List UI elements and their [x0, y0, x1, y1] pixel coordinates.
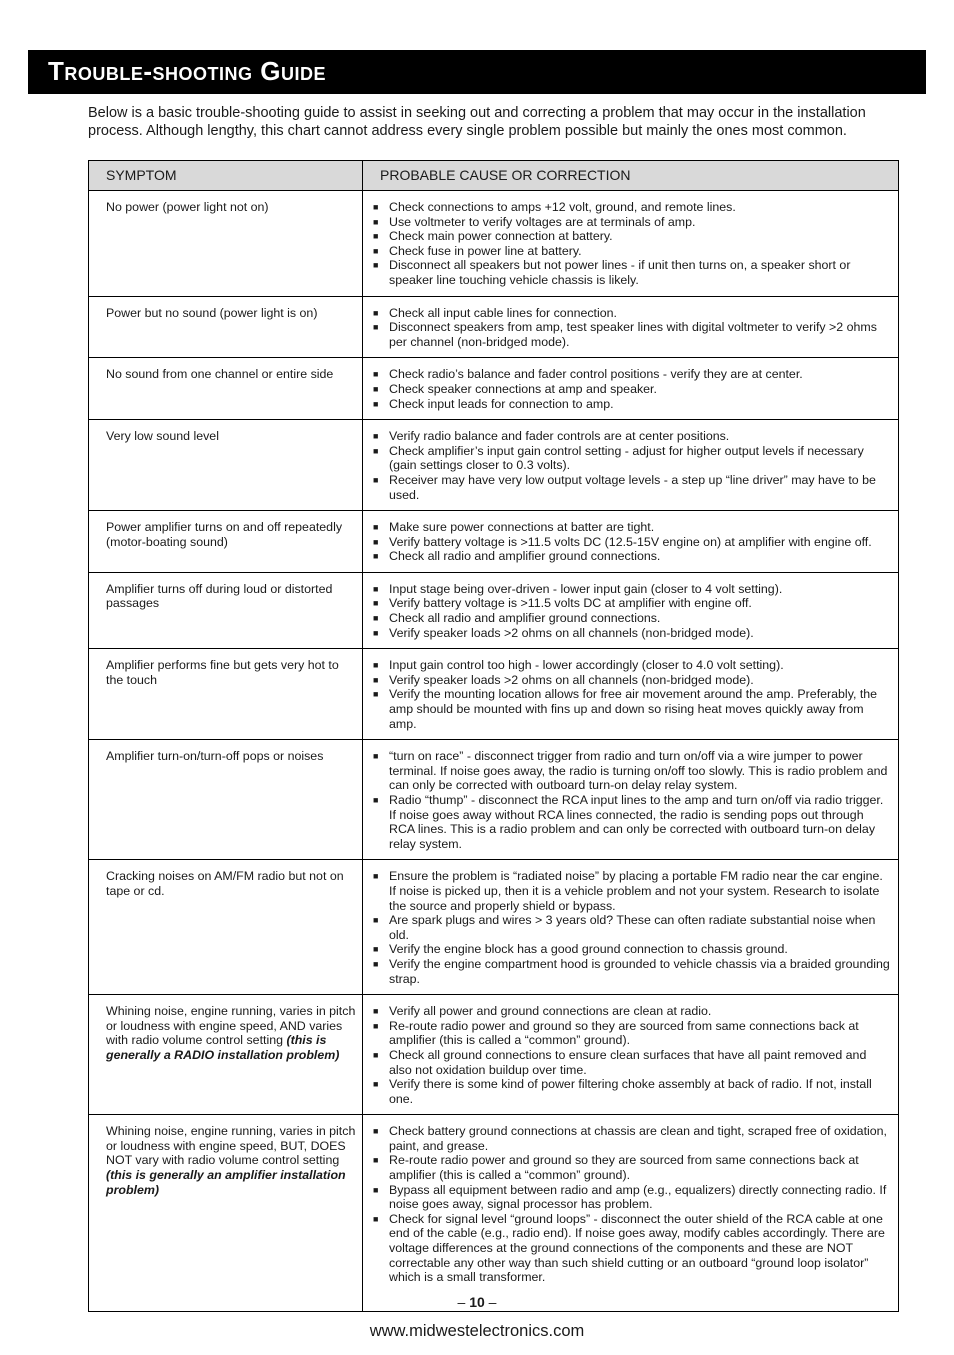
symptom-cell — [89, 649, 363, 740]
cause-item: ■ Ensure the problem is “radiated noise” by placing a portable FM radio near the car engine. If noise is picked up, then it is a vehicle problem and not your system. Research to isolate the source and properly shield or bypass. — [373, 869, 892, 913]
symptom-text: Amplifier turns off during loud or distorted passages — [106, 581, 333, 611]
cause-cell — [363, 191, 899, 297]
cause-list — [373, 582, 892, 640]
cause-item: ■ Check all ground connections to ensure clean surfaces that have all paint removed and also not oxidation buildup over time. — [373, 1048, 892, 1077]
cause-item: ■ “turn on race” - disconnect trigger from radio and turn on/off via a wire jumper to power terminal. If noise goes away, the radio is turning on/off too slowly. This is radio problem and can only be corrected with outboard turn-on delay relay system. — [373, 749, 892, 793]
cause-list — [373, 429, 892, 502]
symptom-text: No sound from one channel or entire side — [106, 367, 334, 382]
header-symptom: SYMPTOM — [89, 161, 363, 191]
cause-item: ■ Check radio’s balance and fader control positions - verify they are at center. — [373, 367, 892, 382]
symptom-cell — [89, 511, 363, 573]
cause-item: ■ Input gain control too high - lower accordingly (closer to 4.0 volt setting). — [373, 658, 892, 673]
cause-item: ■ Check input leads for connection to amp. — [373, 397, 892, 412]
table-row — [89, 572, 899, 648]
cause-item: ■ Radio “thump” - disconnect the RCA input lines to the amp and turn on/off via radio trigger. If noise goes away without RCA lines connected, the radio is sending pops out through RCA lines. This is a radio problem and can only be corrected with outboard turn-on delay relay system. — [373, 793, 892, 851]
cause-item: ■ Use voltmeter to verify voltages are at terminals of amp. — [373, 215, 892, 230]
cause-item: ■ Re-route radio power and ground so they are sourced from same connections back at amplifier (this is called a “common” ground). — [373, 1019, 892, 1048]
table-row — [89, 649, 899, 740]
symptom-cell — [89, 191, 363, 297]
page-number — [0, 1294, 954, 1310]
cause-item: ■ Check all radio and amplifier ground connections. — [373, 611, 892, 626]
symptom-emphasis: (this is generally a RADIO installation problem) — [106, 1033, 340, 1062]
cause-item: ■ Check connections to amps +12 volt, ground, and remote lines. — [373, 200, 892, 215]
table-body — [89, 191, 899, 1312]
cause-item: ■ Receiver may have very low output voltage levels - a step up “line driver” may have to be used. — [373, 473, 892, 502]
symptom-cell — [89, 572, 363, 648]
page-suffix: – — [484, 1294, 497, 1310]
cause-cell — [363, 860, 899, 995]
cause-item: ■ Disconnect speakers from amp, test speaker lines with digital voltmeter to verify >2 ohms per channel (non-bridged mode). — [373, 320, 892, 349]
cause-item: ■ Check all radio and amplifier ground connections. — [373, 549, 892, 564]
symptom-cell — [89, 420, 363, 511]
symptom-text: Power but no sound (power light is on) — [106, 305, 318, 320]
symptom-text: Very low sound level — [106, 429, 219, 444]
cause-cell — [363, 511, 899, 573]
table-row — [89, 740, 899, 860]
symptom-cell — [89, 860, 363, 995]
cause-item: ■ Verify radio balance and fader controls are at center positions. — [373, 429, 892, 444]
symptom-text: Amplifier turn-on/turn-off pops or noises — [106, 749, 324, 764]
cause-item: ■ Verify there is some kind of power filtering choke assembly at back of radio. If not, install one. — [373, 1077, 892, 1106]
cause-item: ■ Verify speaker loads >2 ohms on all channels (non-bridged mode). — [373, 626, 892, 641]
intro-paragraph: Below is a basic trouble-shooting guide to assist in seeking out and correcting a problem that may occur in the installation process. Although lengthy, this chart cannot address every single problem possible but mainly the ones most common. — [88, 105, 866, 139]
cause-item: ■ Re-route radio power and ground so they are sourced from same connections back at amplifier (this is called a “common” ground). — [373, 1153, 892, 1182]
cause-item: ■ Check speaker connections at amp and speaker. — [373, 382, 892, 397]
cause-cell — [363, 296, 899, 358]
cause-item: ■ Verify battery voltage is >11.5 volts DC at amplifier with engine off. — [373, 596, 892, 611]
cause-list — [373, 749, 892, 851]
cause-item: ■ Verify the engine compartment hood is grounded to vehicle chassis via a braided grounding strap. — [373, 957, 892, 986]
page-prefix: – — [457, 1294, 470, 1310]
cause-item: ■ Check fuse in power line at battery. — [373, 244, 892, 259]
symptom-text: Whining noise, engine running, varies in pitch or loudness with engine speed, AND varies with radio volume control setting — [106, 1004, 356, 1048]
table-row — [89, 511, 899, 573]
cause-item: ■ Verify battery voltage is >11.5 volts DC (12.5-15V engine on) at amplifier with engine off. — [373, 535, 892, 550]
cause-cell — [363, 420, 899, 511]
symptom-cell — [89, 1115, 363, 1312]
cause-item: ■ Check main power connection at battery. — [373, 229, 892, 244]
page-title: Trouble-shooting Guide — [48, 56, 326, 86]
symptom-emphasis: (this is generally an amplifier installation problem) — [106, 1168, 346, 1197]
table-row — [89, 860, 899, 995]
symptom-cell — [89, 358, 363, 420]
symptom-cell — [89, 740, 363, 860]
cause-list — [373, 367, 892, 411]
cause-item: ■ Verify the engine block has a good ground connection to chassis ground. — [373, 942, 892, 957]
symptom-text: Cracking noises on AM/FM radio but not on tape or cd. — [106, 869, 344, 898]
cause-item: ■ Input stage being over-driven - lower input gain (closer to 4 volt setting). — [373, 582, 892, 597]
website-url: www.midwestelectronics.com — [369, 1322, 585, 1340]
cause-list — [373, 869, 892, 986]
table-header-row — [89, 161, 899, 191]
table-row — [89, 995, 899, 1115]
troubleshooting-table — [88, 160, 899, 1312]
cause-item: ■ Disconnect all speakers but not power lines - if unit then turns on, a speaker short or speaker line touching vehicle chassis is likely. — [373, 258, 892, 287]
table-row — [89, 191, 899, 297]
table-row — [89, 1115, 899, 1312]
symptom-cell — [89, 995, 363, 1115]
cause-list — [373, 200, 892, 288]
cause-item: ■ Check battery ground connections at chassis are clean and tight, scraped free of oxidation, paint, and grease. — [373, 1124, 892, 1153]
cause-item: ■ Verify the mounting location allows for free air movement around the amp. Preferably, the amp should be mounted with fins up and down so rising heat moves quickly away from amp. — [373, 687, 892, 731]
cause-item: ■ Check for signal level “ground loops” - disconnect the outer shield of the RCA cable at one end of the cable (e.g., radio end). If noise goes away, modify cables accordingly. There are voltage differences at the ground connections of the components and these are NOT correctable any other way than such shield cutting or an outboard “ground loop isolator” which is a small transformer. — [373, 1212, 892, 1285]
cause-item: ■ Make sure power connections at batter are tight. — [373, 520, 892, 535]
title-bar — [28, 50, 926, 94]
symptom-text: No power (power light not on) — [106, 200, 269, 214]
cause-list — [373, 658, 892, 731]
header-cause: PROBABLE CAUSE OR CORRECTION — [363, 161, 899, 191]
symptom-text: Whining noise, engine running, varies in pitch or loudness with engine speed, BUT, DOES NOT vary with radio volume control setting — [106, 1124, 356, 1168]
symptom-cell — [89, 296, 363, 358]
cause-list — [373, 1004, 892, 1106]
cause-cell — [363, 995, 899, 1115]
cause-item: ■ Check all input cable lines for connection. — [373, 306, 892, 321]
symptom-text: Power amplifier turns on and off repeatedly (motor-boating sound) — [106, 520, 343, 549]
cause-cell — [363, 1115, 899, 1312]
cause-cell — [363, 572, 899, 648]
cause-item: ■ Verify speaker loads >2 ohms on all channels (non-bridged mode). — [373, 673, 892, 688]
cause-item: ■ Are spark plugs and wires > 3 years old? These can often radiate substantial noise when old. — [373, 913, 892, 942]
cause-list — [373, 306, 892, 350]
cause-cell — [363, 740, 899, 860]
cause-item: ■ Check amplifier’s input gain control setting - adjust for higher output levels if necessary (gain settings closer to 0.3 volts). — [373, 444, 892, 473]
table-row — [89, 420, 899, 511]
cause-cell — [363, 358, 899, 420]
cause-cell — [363, 649, 899, 740]
cause-item: ■ Verify all power and ground connections are clean at radio. — [373, 1004, 892, 1019]
table-row — [89, 358, 899, 420]
table-row — [89, 296, 899, 358]
symptom-text: Amplifier performs fine but gets very hot to the touch — [106, 658, 339, 687]
page-number-value: 10 — [469, 1294, 485, 1310]
cause-list — [373, 520, 892, 564]
cause-list — [373, 1124, 892, 1285]
cause-item: ■ Bypass all equipment between radio and amp (e.g., equalizers) directly connecting radio. If noise goes away, signal processor has problem. — [373, 1183, 892, 1212]
